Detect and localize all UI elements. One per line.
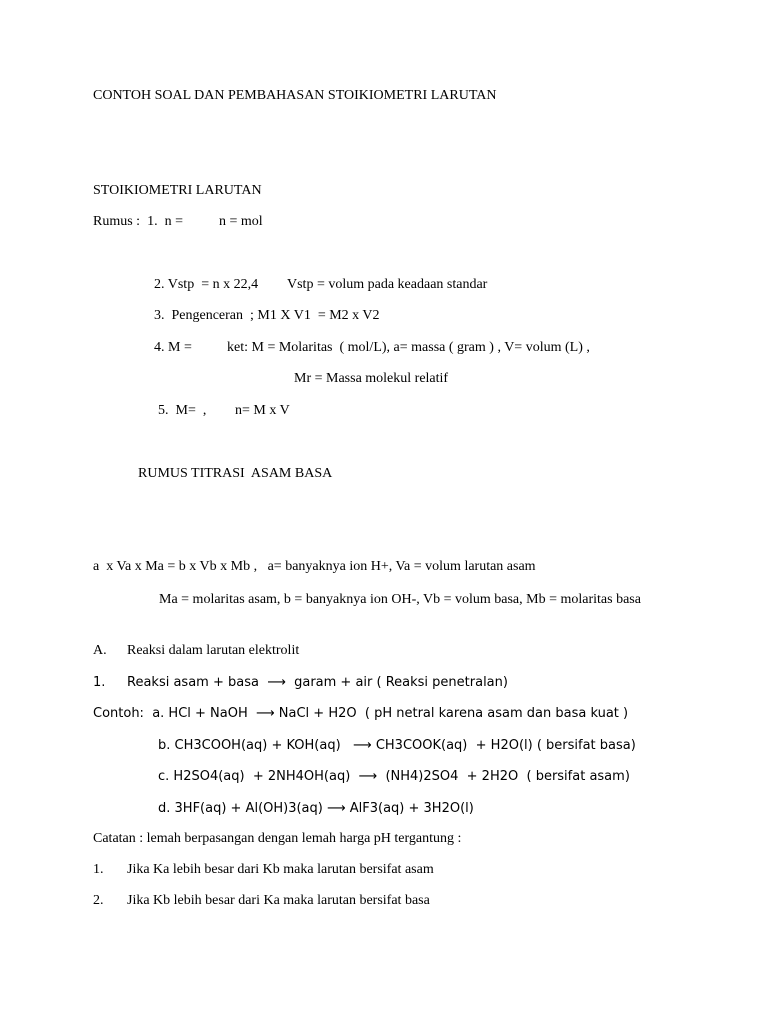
rumus-2: 2. Vstp = n x 22,4 — [154, 277, 259, 292]
section-number: A. — [93, 643, 107, 658]
note-number: 1. — [93, 862, 104, 877]
contoh-b: b. CH3COOH(aq) + KOH(aq) ⟶ CH3COOK(aq) + H2O(l) ( bersifat basa) — [158, 738, 636, 753]
titrasi-formula-cont: Ma = molaritas asam, b = banyaknya ion OH-, Vb = volum basa, Mb = molaritas basa — [159, 592, 641, 607]
rumus-5-note: n= M x V — [235, 403, 290, 418]
section-heading-reaksi — [93, 642, 299, 660]
note-item — [93, 892, 430, 910]
contoh-a: Contoh: a. HCl + NaOH ⟶ NaCl + H2O ( pH netral karena asam dan basa kuat ) — [93, 706, 629, 721]
reaksi-item-1 — [93, 674, 508, 692]
item-number: 1. — [93, 675, 106, 690]
rumus-4-note: ket: M = Molaritas ( mol/L), a= massa ( gram ) , V= volum (L) , — [227, 340, 590, 355]
rumus-2-note: Vstp = volum pada keadaan standar — [287, 277, 488, 292]
contoh-c: c. H2SO4(aq) + 2NH4OH(aq) ⟶ (NH4)2SO4 + 2H2O ( bersifat asam) — [158, 769, 630, 784]
rumus-5: 5. M= , — [158, 403, 207, 418]
section-heading-titrasi: RUMUS TITRASI ASAM BASA — [138, 466, 333, 481]
section-heading-stoikiometri: STOIKIOMETRI LARUTAN — [93, 183, 262, 198]
rumus-1-label: Rumus : 1. n = — [93, 214, 183, 229]
note-item — [93, 861, 434, 879]
item-text: Reaksi asam + basa ⟶ garam + air ( Reaksi penetralan) — [127, 675, 508, 690]
rumus-4-note-cont: Mr = Massa molekul relatif — [294, 371, 449, 386]
note-number: 2. — [93, 893, 104, 908]
section-title: Reaksi dalam larutan elektrolit — [127, 643, 300, 658]
rumus-1-note: n = mol — [219, 214, 263, 229]
document-title: CONTOH SOAL DAN PEMBAHASAN STOIKIOMETRI LARUTAN — [93, 88, 497, 103]
note-text: Jika Kb lebih besar dari Ka maka larutan bersifat basa — [127, 893, 430, 908]
contoh-d: d. 3HF(aq) + Al(OH)3(aq) ⟶ AlF3(aq) + 3H2O(l) — [158, 801, 474, 816]
rumus-4: 4. M = — [154, 340, 192, 355]
catatan: Catatan : lemah berpasangan dengan lemah harga pH tergantung : — [93, 831, 462, 846]
rumus-3: 3. Pengenceran ; M1 X V1 = M2 x V2 — [154, 308, 380, 323]
titrasi-formula: a x Va x Ma = b x Vb x Mb , a= banyaknya ion H+, Va = volum larutan asam — [93, 559, 536, 574]
note-text: Jika Ka lebih besar dari Kb maka larutan bersifat asam — [127, 862, 434, 877]
